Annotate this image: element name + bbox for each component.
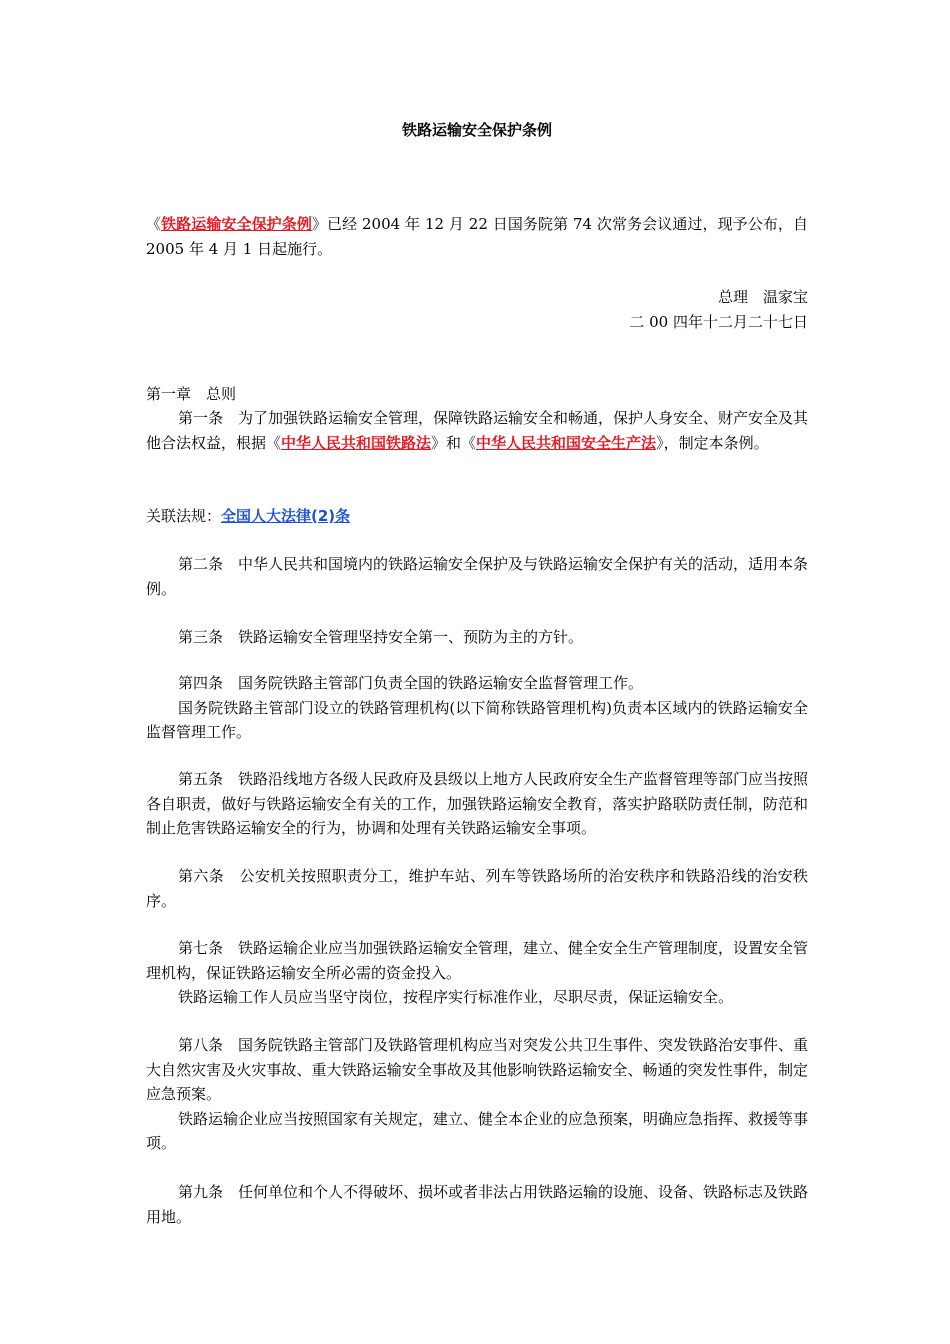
article-5: 第五条 铁路沿线地方各级人民政府及县级以上地方人民政府安全生产监督管理等部门应当按照各自职责，做好与铁路运输安全有关的工作，加强铁路运输安全教育，落实护路联防责任制，防范和制止危害铁路运输安全的行为，协调和处理有关铁路运输安全事项。 (146, 770, 809, 837)
article-1: 第一条 为了加强铁路运输安全管理，保障铁路运输安全和畅通，保护人身安全、财产安全及其他合法权益，根据《中华人民共和国铁路法》和《中华人民共和国安全生产法》，制定本条例。 (146, 409, 809, 452)
railway-law-link[interactable]: 中华人民共和国铁路法 (281, 433, 432, 452)
related-laws-link[interactable]: 全国人大法律(2)条 (221, 507, 351, 525)
chapter-heading: 第一章 总则 (146, 385, 237, 403)
promulgation-date: 二 00 四年十二月二十七日 (629, 313, 808, 331)
promulgation-paragraph: 《铁路运输安全保护条例》已经 2004 年 12 月 22 日国务院第 74 次常务会议通过，现予公布，自 2005 年 4 月 1 日起施行。 (146, 215, 808, 258)
article-4: 第四条 国务院铁路主管部门负责全国的铁路运输安全监督管理工作。 国务院铁路主管部门设立的铁路管理机构(以下简称铁路管理机构)负责本区域内的铁路运输安全监督管理工作。 (146, 674, 808, 741)
regulation-link[interactable]: 铁路运输安全保护条例 (161, 215, 312, 233)
related-laws (146, 504, 808, 529)
document-title: 铁路运输安全保护条例 (401, 121, 552, 139)
article-8: 第八条 国务院铁路主管部门及铁路管理机构应当对突发公共卫生事件、突发铁路治安事件、重大自然灾害及火灾事故、重大铁路运输安全事故及其他影响铁路运输安全、畅通的突发性事件，制定应急预案。 铁路运输企业应当按照国家有关规定，建立、健全本企业的应急预案，明确应急指挥、救援等事项。 (146, 1036, 809, 1152)
related-laws-label: 关联法规： (146, 507, 222, 525)
signer: 总理 温家宝 (717, 288, 808, 306)
article-6: 第六条 公安机关按照职责分工，维护车站、列车等铁路场所的治安秩序和铁路沿线的治安秩序。 (146, 867, 808, 910)
article-2: 第二条 中华人民共和国境内的铁路运输安全保护及与铁路运输安全保护有关的活动，适用本条例。 (146, 555, 809, 598)
article-9: 第九条 任何单位和个人不得破坏、损坏或者非法占用铁路运输的设施、设备、铁路标志及铁路用地。 (146, 1183, 809, 1226)
article-3: 第三条 铁路运输安全管理坚持安全第一、预防为主的方针。 (178, 628, 584, 646)
safety-production-law-link[interactable]: 中华人民共和国安全生产法 (476, 433, 657, 452)
article-7: 第七条 铁路运输企业应当加强铁路运输安全管理，建立、健全安全生产管理制度，设置安全管理机构，保证铁路运输安全所必需的资金投入。 铁路运输工作人员应当坚守岗位，按程序实行标准作业，尽职尽责，保证运输安全。 (146, 939, 809, 1006)
